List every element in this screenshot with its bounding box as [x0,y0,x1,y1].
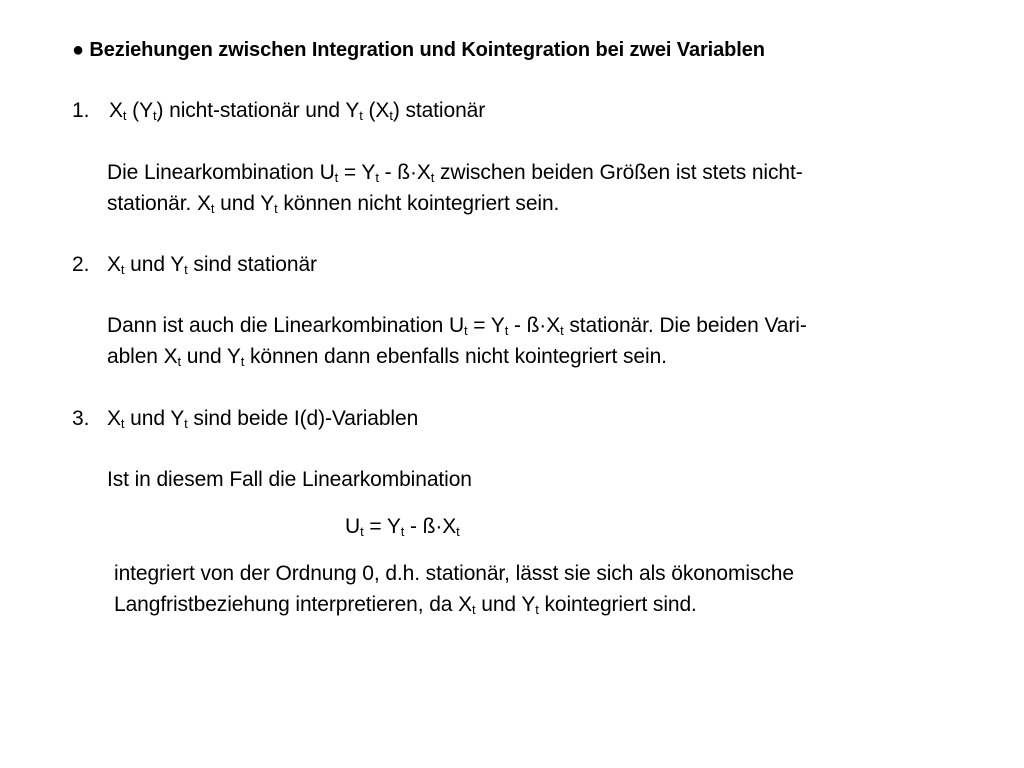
slide-heading: ● Beziehungen zwischen Integration und Kointegration bei zwei Variablen [72,39,765,61]
item-2-text-line-1: Dann ist auch die Linearkombination $U_t = Y_t$ - $ß\cdot X_t$ stationär. Die beiden Vari- [107,314,807,338]
item-3-formula: $U_t = Y_t$ - $ß\cdot X_t$ [345,515,460,539]
item-1-text-line-1: Die Linearkombination $U_t = Y_t$ - $ß\cdot X_t$ zwischen beiden Größen ist stets nicht- [107,161,803,185]
item-1-text-line-2: stationär. $X_t$ und $Y_t$ können nicht kointegriert sein. [107,192,560,216]
item-2-title: 2. $X_t$ und $Y_t$ sind stationär [72,253,317,277]
item-3-text-line-2: integriert von der Ordnung 0, d.h. stationär, lässt sie sich als ökonomische [114,562,794,585]
item-2-text-line-2: ablen $X_t$ und $Y_t$ können dann ebenfalls nicht kointegriert sein. [107,345,667,369]
item-3-title: 3. $X_t$ und $Y_t$ sind beide I(d)-Variablen [72,407,419,431]
item-3-text-line-3: Langfristbeziehung interpretieren, da $X_t$ und $Y_t$ kointegriert sind. [114,593,697,617]
item-1-number: 1. [72,99,90,122]
item-1-title: 1. $X_t$ $(Y_t)$ nicht-stationär und $Y_t$ $(X_t)$ stationär [72,99,486,123]
item-3-number: 3. [72,407,90,430]
item-2-number: 2. [72,253,90,276]
item-3-text-line-1: Ist in diesem Fall die Linearkombination [107,468,472,491]
